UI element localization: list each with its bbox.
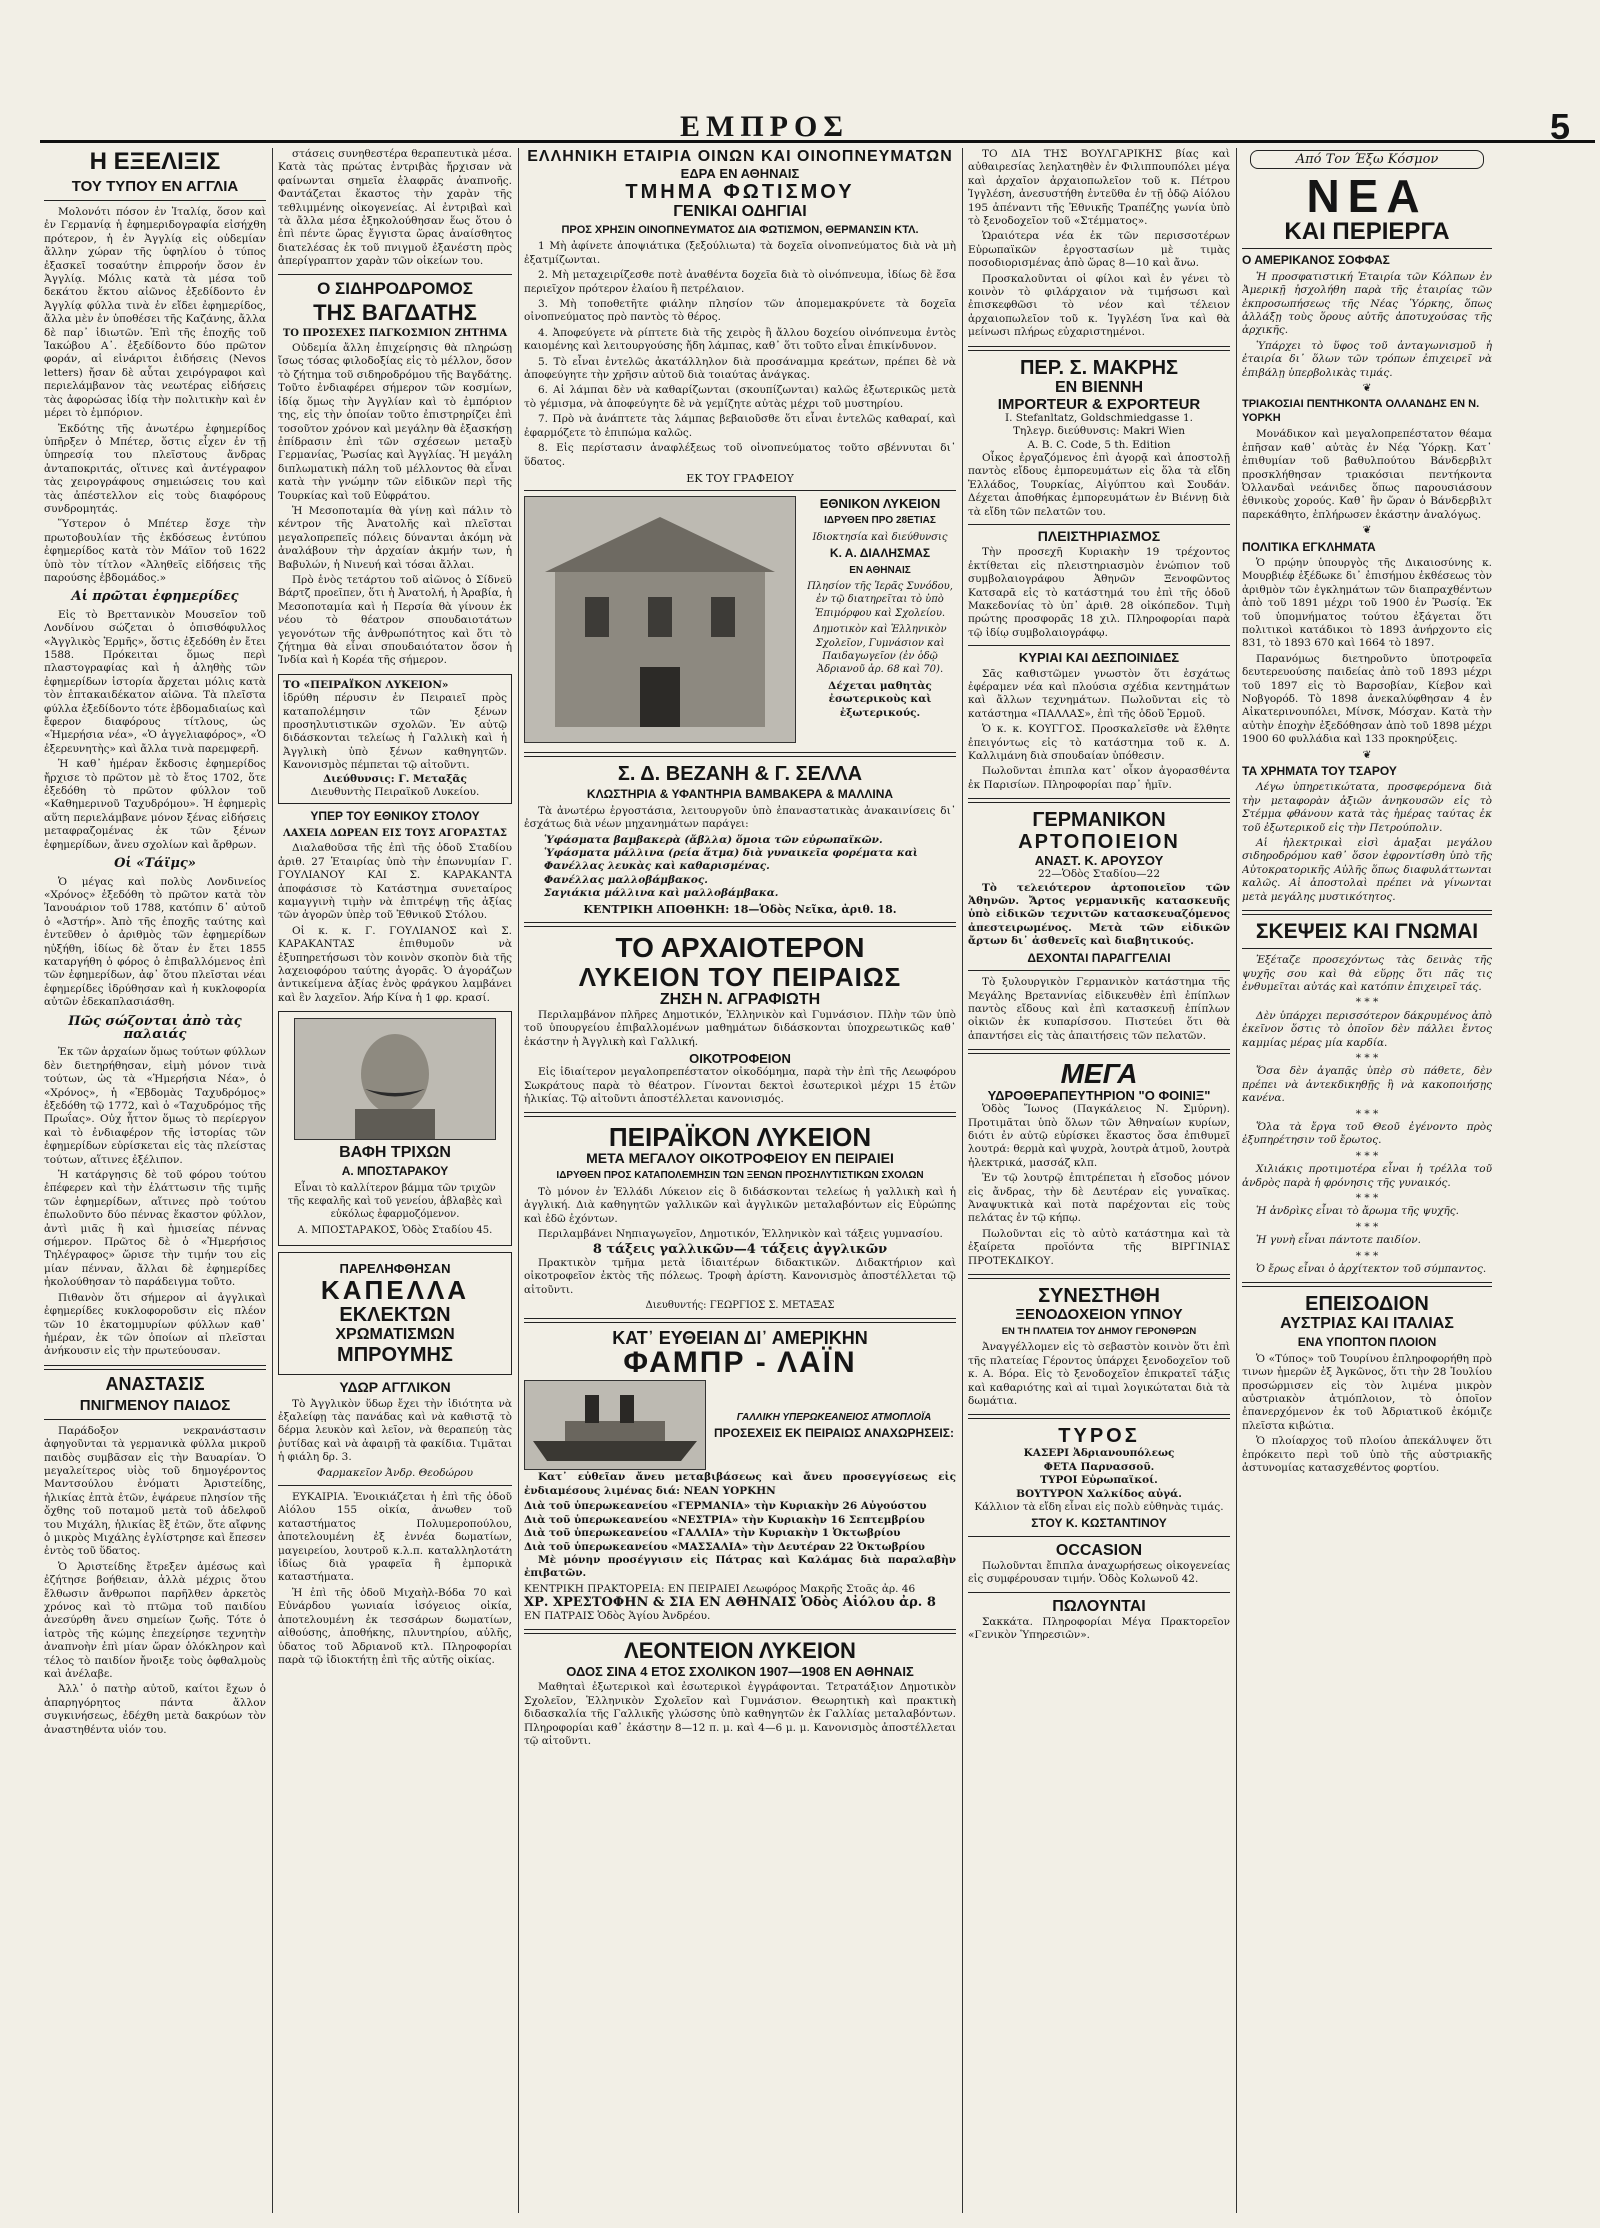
article-paragraph: Ὁ Ἀριστείδης ἔτρεξεν ἀμέσως καὶ ἐζήτησε βοήθειαν, ἀλλὰ μέχρις ὅτου ἔλθωσιν ἄνθρωποι παρῆλθεν ἀρκετὸς χρόνος καὶ τὸ πτῶμα τοῦ παιδίου ἀνεσύρθη ἄνευ σημείων ζωῆς. Τότε ὁ ἰατρὸς τῆς κώμης ἐπεχείρησε τεχνητὴν ἀναπνοὴν ἐπὶ μίαν ὥραν ὁλόκληρον καὶ τέλος τὸ παιδίον ἤνοιξε τοὺς ὀφθαλμοὺς καὶ ἀνέλαβε. (44, 1560, 266, 1681)
headline-vagdatis: ΤΗΣ ΒΑΓΔΑΤΗΣ (313, 299, 477, 325)
subhead-pnigmenou: ΠΝΙΓΜΕΝΟΥ ΠΑΙΔΟΣ (79, 1396, 231, 1414)
product-item: Φανέλλας λευκὰς καὶ καθαρισμένας. (544, 860, 770, 873)
ad-kapella (278, 1252, 512, 1375)
headline-mega: ΜΕΓΑ (1060, 1058, 1138, 1090)
subhead-laxeia: ΛΑΧΕΙΑ ΔΩΡΕΑΝ ΕΙΣ ΤΟΥΣ ΑΓΟΡΑΣΤΑΣ (283, 827, 507, 839)
article-paragraph: Ὡραιότερα νέα ἐκ τῶν περισσοτέρων Εὐρωπαϊκῶν ἐργοστασίων μὲ τιμὰς ποσοδιορισμένας ἀπὸ ὥρας 8—10 καὶ ἄνω. (968, 230, 1230, 270)
ad-vafi-name: Α. ΜΠΟΣΤΑΡΑΚΟΥ (341, 1164, 449, 1179)
headline-sidirodromos: Ο ΣΙΔΗΡΟΔΡΟΜΟΣ (317, 278, 473, 298)
article-paragraph: Οὐδεμία ἄλλη ἐπιχείρησις θὰ πληρώσῃ ἴσως τόσας φιλοδοξίας εἰς τὸ μέλλον, ὅσον τὸ ζήτημα τοῦ σιδηροδρόμου τῆς Βαγδάτης. Τοῦτο ἐνδιαφέρει σήμερον τῶν κοσμίων, ἰδίᾳ ὅμως τὴν Ἀγγλίαν καὶ τὸ ἐμπόριον της, εἰς τὴν ὁποίαν τοῦτο ἐπιστρηρίζει ἐπὶ τοσοῦτον χρόνον καὶ μεγάλην θὰ ἐξασκήσῃ ἐπίδρασιν ἐπὶ τῶν σχέσεων μεταξὺ Γερμανίας, Ῥωσίας καὶ Ἀγγλίας. Ἡ μεγάλη διπλωματικὴ πάλη τοῦ μέλλοντος θὰ εἶναι κατὰ τὴν γνώμην τῶν εἰδικῶν περὶ τῆς Τουρκίας καὶ τοῦ Εὐφράτου. (278, 342, 512, 502)
divider (968, 645, 1230, 646)
article-paragraph: Ὁ μέγας καὶ πολὺς Λονδινείος «Χρόνος» ἐξεδόθη τὸ πρῶτον κατὰ τὸν Ἰανουάριον τοῦ 1788, κατόπιν δ᾽ αὐτοῦ ὁ «Ἀστήρ». Ἀπὸ τῆς ἐποχῆς ταύτης καὶ ἐντεῦθεν ὁ ἀριθμὸς τῶν ἐφημερίδων ηὐξήθη, ἰδίως δὲ ὅταν ἐν ἔτει 1855 καταργήθη ὁ φόρος ὁ ἐπιβαλλόμενος ἐπὶ τῶν ἐφημερίδων, ἀφ᾽ ὅτου πλεῖσται νέαι ἐφημερίδες ἱδρύθησαν καὶ ἡ κυκλοφορία αὐτῶν ἐδεκαπλασιάσθη. (44, 875, 266, 1009)
divider (524, 490, 956, 491)
divider (968, 1592, 1230, 1593)
article-paragraph: Πρὸ ἑνὸς τετάρτου τοῦ αἰῶνος ὁ Σίδνεϋ Βάρτζ προεῖπεν, ὅτι ἡ Ἀνατολή, ἡ Ἀραβία, ἡ Μεσοποταμία καὶ ἡ Περσία θὰ γίνουν ἐκ νέου τὸ θέατρον σπουδαιοτάτων γεγονότων τῆς ἀνθρωπότητος καὶ ὅτι τὸ ζήτημα θὰ εἶναι σπουδαιότατον ὅσον ἡ Ἰνδία καὶ ἡ Κορέα τῆς σήμερον. (278, 573, 512, 667)
article-paragraph: Πωλοῦνται εἰς τὸ αὐτὸ κατάστημα καὶ τὰ ἐξαίρετα προϊόντα τῆς ΒΙΡΓΙΝΙΑΣ ΠΡΟΤΕΚΔΙΚΟΥ. (968, 1227, 1230, 1267)
article-paragraph: Τὰ ἀνωτέρω ἐργοστάσια, λειτουργοῦν ὑπὸ ἐπαναστατικὰς ἀνακαινίσεις δι᾽ ἐσχάτως διὰ νέων μηχανημάτων παράγει: (524, 804, 956, 831)
telegram-line: Τηλεγρ. διεύθυνσις: Makri Wien (1013, 425, 1185, 438)
article-paragraph: Μολονότι πόσον ἐν Ἰταλίᾳ, ὅσον καὶ ἐν Γερμανίᾳ ἡ ἐφημεριδογραφία εἰσήχθη πρότερον, ἡ ἐν Ἀγγλίᾳ εἰς οὐδεμίαν ἄλλην χώραν τῆς ὑφηλίου ὁ τύπος ἐξασκεῖ τοσαύτην ἐπιρροήν ὅσον ἐν Ἀγγλίᾳ. Μόλις κατὰ τὰ μέσα τοῦ δεκάτου ἕκτου αἰῶνος ἐξεδίδοντο ἐν Ἀγγλίᾳ φύλλα τινὰ ἐν εἴδει ἐφημερίδος, ἄλλα μὲν ἐν ὑποθέσει τῆς Καζάνης, ἄλλα δὲ παρ᾽ ἰδιωτῶν. Ἐπὶ τῆς ἐποχῆς τοῦ Ἰακώβου Α᾽. ἐξεδίδοντο δύο πρῶτον φοράν, αἱ εἰνάριτοι ἐιδήσεις (Nevos letters) ἤσαν δὲ αὗται χειρόγραφοι καὶ περιελάμβανον τὰς νεωτέρας εἰδήσεις τὰς ἀφορώσας ἰδίᾳ τὴν πολιτικὴν καὶ ἐν μέρει τὸ ἐμπόριον. (44, 206, 266, 420)
headline-nea: ΝΕΑ (1306, 170, 1428, 223)
article-paragraph: Ἡ Μεσοποταμία θὰ γίνῃ καὶ πάλιν τὸ κέντρον τῆς Ἀνατολῆς καὶ πλεῖσται μεγαλοπρεπεῖς πόλεις δύνανται ἀκόμη νὰ ἀναλάβουν τὴν ἀρχαίαν ἀκμήν των, ἡ Βαβυλών, ἡ Νινευή καὶ τόσαι ἄλλαι. (278, 504, 512, 571)
headline-fabre-line: ΦΑΜΠΡ - ΛΑΪΝ (623, 1346, 857, 1380)
article-paragraph: Τὴν προσεχῆ Κυριακὴν 19 τρέχοντος ἐκτίθεται εἰς πλειστηριασμὸν ἐνώπιον τοῦ συμβολαιογράφου Ἀθηνῶν Ξενοφῶντος Κατσαρᾶ εἰς τὸ κατάστημά του ἐπὶ τῆς ὁδοῦ Μακεδονίας τὸ ὑπ᾽ ἀριθ. 28 οἰκόπεδον. Τιμὴ πρώτης προσφορᾶς 18 χιλ. Πληροφορίαι παρὰ τῷ ἰδίῳ συμβολαιογράφῳ. (968, 546, 1230, 639)
ad-place: Διευθυντὴς Πειραϊκοῦ Λυκείου. (310, 786, 480, 799)
headline-epeisodion: ΕΠΕΙΣΟΔΙΟΝ (1305, 1293, 1429, 1316)
ship-illustration (524, 1380, 706, 1470)
cheese-item: ΒΟΥΤΥΡΟΝ Χαλκίδος αὐγά. (1016, 1487, 1182, 1500)
sailing-item: Διὰ τοῦ ὑπερωκεανείου «ΓΕΡΜΑΝΙΑ» τὴν Κυριακὴν 26 Αὐγούστου (524, 1500, 927, 1513)
article-paragraph: Ἡ καθ᾽ ἡμέραν ἔκδοσις ἐφημερίδος ἤρχισε τὸ πρῶτον μὲ τὸ ἔτος 1702, ὅτε ἐξεδόθη τὸ πρῶτον φύλλον τοῦ «Καθημερινοῦ Ταχυδρόμου». Ἡ ἐφημερὶς αὕτη περιελάμβανε μόνον ξένας εἰδήσεις μεταφραζομένας ἐκ τῶν ξένων ἐφημερίδων, ἄνευ σχολίων καὶ ἄρθρων. (44, 758, 266, 851)
school-building-icon (525, 497, 795, 742)
divider (1242, 910, 1492, 915)
cheese-item: ΦΕΤΑ Παρνασσοῦ. (1043, 1460, 1155, 1473)
divider (968, 970, 1230, 971)
ad-kapella-l5: ΜΠΡΟΥΜΗΣ (337, 1344, 453, 1367)
classified-paragraph: Ἡ ἐπὶ τῆς ὁδοῦ Μιχαὴλ-Βόδα 70 καὶ Εὐνάρδου γωνιαία ἰσόγειος οἰκία, ἀποτελουμένη ἐκ τεσσάρων δωματίων, αἰθούσης, ἀποθήκης, πλυντηρίου, αὐλῆς, ὑδατος τοῦ Ἀδριανοῦ κτλ. Πληροφορίαι παρὰ τῷ ἰδιοκτήτῃ ἐπὶ τῆς αὐτῆς οἰκίας. (278, 1586, 512, 1666)
from-office: ΕΚ ΤΟΥ ΓΡΑΦΕΙΟΥ (686, 471, 794, 485)
subhead-xrisin: ΠΡΟΣ ΧΡΗΣΙΝ ΟΙΝΟΠΝΕΥΜΑΤΟΣ ΔΙΑ ΦΩΤΙΣΜΟΝ, ΘΕΡΜΑΝΣΙΝ ΚΤΛ. (561, 224, 919, 236)
article-paragraph: Ἀλλ᾽ ὁ πατὴρ αὐτοῦ, καίτοι ἔχων ὁ ἀπαρηγόρητος πάντα ἄλλον συγκινήσεως, ἐδέχθη μετὰ δακρύων τὸν ἀναστηθέντα υἱόν του. (44, 1683, 266, 1736)
maxim: Ἡ γυνὴ εἶναι πάντοτε παιδίον. (1256, 1234, 1421, 1247)
article-paragraph: Πρακτικὸν τμῆμα μετὰ ἰδιαιτέρων διδακτικῶν. Διδακτήριον καὶ οἰκοτροφεῖον ἐκτὸς τῆς πόλεως. Τροφὴ ἀρίστη. Κανονισμὸς ἀποστέλλεται τῷ αἰτοῦντι. (524, 1256, 956, 1296)
article-paragraph: Παράδοξον νεκρανάστασιν ἀφηγοῦνται τὰ γερμανικὰ φύλλα μικροῦ παιδὸς συμβᾶσαν εἰς τὴν Βαυαρίαν. Ὁ μεγαλείτερος υἱὸς τοῦ δημογέροντος Μαντσούλου ἐνόματι Ἀριστείδης, ἡλικίας ἐπτὰ ἐτῶν, ἐψάρευε πλησίον τῆς ὄχθης τοῦ ποταμοῦ μετὰ τοῦ ἀδελφοῦ του Μιχάλη, ἡλικίας ἓξ ἐτῶν, ὅτε αἴφνης ὁ μικρὸς Μιχάλης ἐγλίστρησε καὶ ἔπεσεν ἐντὸς τοῦ ὕδατος. (44, 1424, 266, 1558)
ad-vafi-text: Εἶναι τὸ καλλίτερον βάμμα τῶν τριχῶν τῆς κεφαλῆς καὶ τοῦ γενείου, ἀβλαβὲς καὶ εὐκόλως ἐφαρμοζόμενον. (287, 1182, 503, 1221)
divider (968, 798, 1230, 803)
divider (44, 1419, 266, 1420)
article-paragraph: Ὑπάρχει τὸ ὕφος τοῦ ἀνταγωνισμοῦ ἡ ἐταιρία δι᾽ ὅλων τῶν τρόπων ἐπιχειρεῖ νὰ ἐπιβάλῃ ὑπερβολικὰς τιμάς. (1242, 339, 1492, 379)
column-rule (1236, 148, 1237, 2213)
subhead-typos: ΤΟΥ ΤΥΠΟΥ ΕΝ ΑΓΓΛΙΑ (71, 178, 239, 195)
headline-fotismou: ΤΜΗΜΑ ΦΩΤΙΣΜΟΥ (625, 181, 855, 203)
address-line: I. Stefanltatz, Goldschmiedgasse 1. (1004, 411, 1194, 424)
headline-stolou: ΥΠΕΡ ΤΟΥ ΕΘΝΙΚΟΥ ΣΤΟΛΟΥ (310, 809, 480, 824)
article-paragraph: Τὸ τελειότερον ἀρτοποιεῖον τῶν Ἀθηνῶν. Ἄρτος γερμανικῆς κατασκευῆς ὑπὸ εἰδικῶν τεχνιτῶν κατασκευαζόμενος ἀπεστειρωμένος. Μετὰ τῶν εἰδικῶν ἄρτων δι᾽ ἀσθενεῖς καὶ διαβητικούς. (968, 881, 1230, 948)
orders-line: ΔΕΧΟΝΤΑΙ ΠΑΡΑΓΓΕΛΙΑΙ (1027, 950, 1171, 965)
ad-ethnikon-l6: Πλησίον τῆς Ἱερᾶς Συνόδου, ἐν τῷ διατηρεῖται τὸ ὑπὸ Ἐπιμόρφου καὶ Σχολείου. (807, 580, 953, 619)
separator-stars: * * * (1355, 996, 1379, 1009)
pharmacy-name: Φαρμακεῖον Ἀνδρ. Θεοδώρου (317, 1466, 473, 1479)
rule-item: 7. Πρὸ νὰ ἀνάπτετε τὰς λάμπας βεβαιοῦσθε ὅτι εἶναι ἐντελῶς καθαραί, καὶ ἐφαρμόζετε τὸ ἐπιπώμα καλῶς. (524, 413, 956, 439)
subhead-oikotrofeiou: ΜΕΤΑ ΜΕΓΑΛΟΥ ΟΙΚΟΤΡΟΦΕΙΟΥ ΕΝ ΠΕΙΡΑΙΕΙ (586, 1150, 894, 1167)
divider (1242, 948, 1492, 949)
article-paragraph: Σᾶς καθιστῶμεν γνωστὸν ὅτι ἐσχάτως ἐφέραμεν νέα καὶ πλούσια σχέδια κεντημάτων καὶ ἄλλων τεχνημάτων. Πωλοῦνται εἰς τὸ κατάστημα «ΠΑΛΛΑΣ», ἐπὶ τῆς ὁδοῦ Ἑρμοῦ. (968, 667, 1230, 720)
ad-vafi-trixon (278, 1011, 512, 1246)
article-paragraph: ΤΟ ΔΙΑ ΤΗΣ ΒΟΥΛΓΑΡΙΚΗΣ βίας καὶ αὐθαιρεσίας λεηλατηθὲν ἐν Φιλιππουπόλει μέγα καὶ ἀρχαῖον ἀρχαιοπωλεῖον τοῦ κ. Πέτρου Ἰγγλέση, ἀνεσυστήθη ἐντεῦθα ἐν τῇ ὁδῷ Αἰόλου 195 ἀπέναντι τῆς Ἐθνικῆς Τραπέζης γωνία ὑπὸ τὸ ξενοδοχεῖον τοῦ «Στέμματος». (968, 148, 1230, 228)
ad-ethnikon-l1: ΕΘΝΙΚΟΝ ΛΥΚΕΙΟΝ (819, 496, 941, 512)
ad-kapella-l4: ΧΡΩΜΑΤΙΣΜΩΝ (335, 1326, 455, 1344)
article-paragraph: Ἐκ τῶν ἀρχαίων ὅμως τούτων φύλλων δὲν διετηρήθησαν, εἰμὴ μόνον τινὰ τούτων, ὡς τὰ «Ἡμερήσια Νέα», ὁ «Χρόνος», ἡ «Ἐβδομὰς Ταχυδρόμος» ἐξεδόθη τῷ 1772, καὶ ὁ «Ταχυδρόμος τῆς Πρωΐας». Οὐχ ἦττον ὅμως τὸ περίεργον καὶ τὸ ἐνδιαφέρον τῆς ἱστορίας τῶν ἐφημερίδων εὑρίσκεται εἰς τὰς πλείστας τούτων, αἵτινες ἐξέλιπον. (44, 1046, 266, 1166)
divider (524, 1112, 956, 1117)
article-paragraph: Ἐκδότης τῆς ἀνωτέρω ἐφημερίδος ὑπῆρξεν ὁ Μπέτερ, ὅστις εἶχεν ἐν τῇ ὑπηρεσίᾳ του πλεῖστους ἄνδρας ἀνταποκριτάς, οἵτινες καὶ ἀντέγραφον τὰς χειρογράφους σημειώσεις του καὶ τὰς ἀπέστελλον εἰς τοὺς διαφόρους συνδρομητάς. (44, 422, 266, 515)
divider (524, 922, 956, 927)
page-number: 5 (1549, 106, 1570, 147)
article-paragraph: Ὁ κ. κ. ΚΟΥΓΓΟΣ. Προσκαλεῖσθε νὰ ἔλθητε ἐπειγόντως εἰς τὸ κατάστημα τοῦ κ. Δ. Καλλιμάνη διὰ σπουδαίαν ὑπόθεσιν. (968, 723, 1230, 763)
ship-advert-text (712, 1408, 956, 1444)
subhead-politika: ΠΟΛΙΤΙΚΑ ΕΓΚΛΗΜΑΤΑ (1242, 539, 1376, 554)
article-paragraph: στάσεις συνηθεστέρα θεραπευτικὰ μέσα. Κατὰ τὰς πρώτας ἐντριβὰς ἤρχισαν νὰ φαίνωνται σημεῖα ἐλαφρᾶς ἀναπνοῆς. Φαντάζεται ἕκαστος τὴν χαρὰν τῆς τεθλιμμένης οἰκογενείας. Αἱ ἐντριβαὶ καὶ τὰ ἄλλα μέσα ἐξηκολούθησαν ἕως ὅτου ὁ ἐπὶ πέντε ὥρας ἔγγιστα ὥρας ἀναίσθητος διατελέσας ἐκ τοῦ πνιγμοῦ ἐξανέστη πρὸς ἀπερίγραπτον χαρὰν τῶν οἰκείων του. (278, 148, 512, 268)
article-paragraph: Πωλοῦνται ἔπιπλα ἀναχωρήσεως οἰκογενείας εἰς συμφέρουσαν τιμήν. Ὁδὸς Κολωνοῦ 42. (968, 1559, 1230, 1586)
maxim: Χιλιάκις προτιμοτέρα εἶναι ἡ τρέλλα τοῦ ἀνδρὸς παρὰ ἡ φρόνησις τῆς γυναικός. (1242, 1163, 1492, 1189)
classified-paragraph: ΕΥΚΑΙΡΙΑ. Ἐνοικιάζεται ἡ ἐπὶ τῆς ὁδοῦ Αἰόλου 155 οἰκία, ἀνωθεν τοῦ καταστήματος Πολυμεροπούλου, ἀποτελουμένη ἐξ ἐννέα δωματίων, μαγειρείου, λουτροῦ κ.λ.π. καταλληλοτάτη ἰδίως διὰ γραφεῖα ἢ ἐμπορικὰ καταστήματα. (278, 1491, 512, 1584)
cheese-note: Κάλλιον τὰ εἴδη εἶναι εἰς πολὺ εὐθηνὰς τιμάς. (974, 1501, 1224, 1514)
article-paragraph: Εἰς ἰδιαίτερον μεγαλοπρεπέστατον οἰκοδόμημα, παρὰ τὴν ἐπὶ τῆς Λεωφόρου Σωκράτους παρὰ τὸ θέατρον. Γίνονται δεκτοὶ ἐσωτερικοὶ μέχρι 15 ἐτῶν ἡλικίας. Τῷ αἰτοῦντι ἀποστέλλεται κανονισμός. (524, 1066, 956, 1105)
divider (278, 274, 512, 275)
headline-ydrotherapeutirion: ΥΔΡΟΘΕΡΑΠΕΥΤΗΡΙΟΝ "Ο ΦΟΙΝΙΞ" (987, 1088, 1211, 1104)
maxim: Ὅλα τὰ ἔργα τοῦ Θεοῦ ἐγένοντο πρὸς ἐξυπηρέτησιν τοῦ ἔρωτος. (1242, 1120, 1492, 1147)
section-subhead: Πῶς σώζονται ἀπὸ τὰς παλαιάς (68, 1013, 242, 1042)
headline-leonteion: ΛΕΟΝΤΕΙΟΝ ΛΥΚΕΙΟΝ (624, 1637, 856, 1663)
rule-item: 8. Εἰς περίστασιν ἀναφλέξεως τοῦ οἰνοπνεύματος τοῦτο σβέννυται δι᾽ ὕδατος. (524, 442, 956, 468)
article-paragraph: Περιλαμβάνον πλῆρες Δημοτικόν, Ἑλληνικὸν καὶ Γυμνάσιον. Πλὴν τῶν ὑπὸ τοῦ ὑπουργείου ἐπιβαλλομένων μαθημάτων διδάσκονται ὑποχρεωτικῶς καθ᾽ ἑκάστην ἡ Ἀγγλικὴ καὶ Γαλλική. (524, 1008, 956, 1048)
headline-lykeion-peiraios: ΛΥΚΕΙΟΝ ΤΟΥ ΠΕΙΡΑΙΩΣ (578, 961, 902, 992)
headline-amerikin: ΚΑΤ᾽ ΕΥΘΕΙΑΝ ΔΙ᾽ ΑΜΕΡΙΚΗΝ (612, 1328, 868, 1349)
article-paragraph: Οἶκος ἐργαζόμενος ἐπὶ ἀγορᾷ καὶ ἀποστολῇ παντὸς εἴδους ἐμπορευμάτων εἰς ὅλα τὰ εἴδη Ἑλλάδος, Τουρκίας, Αἰγύπτου καὶ Σουδάν. Δέχεται ἀποθήκας ἐμπορευμάτων ἐν Βιέννῃ διὰ τὰ εἴδη τῶν πελατῶν του. (968, 451, 1230, 518)
headline-agrafioti: ΖΗΣΗ Ν. ΑΓΡΑΦΙΩΤΗ (659, 990, 821, 1008)
maxim: Ὅσα δὲν ἀγαπᾷς ὑπὲρ σὺ πάθετε, δὲν πρέπει νὰ ἀντεκδικηθῇς ἢ νὰ κακοποιήσῃς κανένα. (1242, 1065, 1492, 1105)
maxim: Ἡ ἀνδρὶκς εἶναι τὸ ἄρωμα τῆς ψυχῆς. (1256, 1205, 1459, 1218)
headline-makris: ΠΕΡ. Σ. ΜΑΚΡΗΣ (1019, 356, 1179, 379)
ad-kapella-l2: ΚΑΠΕΛΛΑ (320, 1275, 470, 1306)
headline-vezani: Σ. Δ. ΒΕΖΑΝΗ & Γ. ΣΕΛΛΑ (617, 763, 863, 786)
article-paragraph: Ὁ «Τύπος» τοῦ Τουρίνου ἐπληροφορήθη πρὸ τινων ἡμερῶν ἐξ Ἀγκῶνος, ὅτι τὴν 28 Ἰουλίου προσώρμισεν εἰς τὸν λιμένα μικρὸν αὐστριακὸν ἀτμόπλοιον, τὸ ὁποῖον ἐπανερχόμενον ἐκ τοῦ Ἀδριατικοῦ ἐκόμιζε πλεῖστα κιβώτια. (1242, 1352, 1492, 1432)
rule-item: 1 Μὴ ἀφίνετε ἀποψιάτικα (ξεξούλιωτα) τὰ δοχεῖα οἰνοπνεύματος διὰ νὰ μὴ ἐξατμίζωνται. (524, 240, 956, 266)
product-list (524, 834, 956, 901)
article-paragraph: Αἱ ἠλεκτρικαὶ εἰσὶ ἀμαξαι μεγάλου σιδηροδρόμου καθ᾽ ὅσον ἐφροντίσθη ὑπὸ τῆς Αὐτοκρατορικῆς Αὐλῆς ὅπως διαφυλάττωνται καλῶς. Αἱ ἀποστολαὶ πρέπει νὰ γίνωνται μετὰ μεγάλης μυστικότητος. (1242, 837, 1492, 903)
column-5 (1242, 148, 1492, 2213)
separator-stars: * * * (1355, 1051, 1379, 1064)
divider (968, 1536, 1230, 1537)
column-4 (968, 148, 1230, 2213)
ad-ethnikon-l3: Ιδιοκτησία καὶ διεύθυνσις (812, 531, 948, 543)
ad-ethnikon-text (804, 496, 956, 746)
headline-importeur: IMPORTEUR & EXPORTEUR (997, 395, 1201, 413)
headline-edra: ΕΔΡΑ ΕΝ ΑΘΗΝΑΙΣ (680, 166, 800, 181)
headline-peiraikon-lykeion: ΠΕΙΡΑΪΚΟΝ ΛΥΚΕΙΟΝ (608, 1122, 872, 1153)
article-paragraph: Ὁ πρῴην ὑπουργὸς τῆς Δικαιοσύνης κ. Μουρβιέφ ἐξέδωκε δι᾽ ἐπισήμου ἐκθέσεως τὸν ἀριθμὸν τῶν ἐγκλημάτων τῶν διαπραχθέντων ἀπὸ τοῦ 1891 μέχρι τοῦ 1900 ἐν Ῥωσίᾳ. Ἐκ τοῦ ὑπομνήματος τούτου ἐξάγεται ὅτι πολιτικοὶ κατάδικοι τὸ 1893 ἀνήρχοντο εἰς 831, τὸ 1893 670 καὶ 1664 τὸ 1897. (1242, 556, 1492, 650)
departures-title: ΠΡΟΣΕΧΕΙΣ ΕΚ ΠΕΙΡΑΙΩΣ ΑΝΑΧΩΡΗΣΕΙΣ: (714, 1425, 954, 1440)
article-paragraph: Πωλοῦνται ἐπιπλα κατ᾽ οἶκον ἀγορασθέντα ἐκ Παρισίων. Πληροφορίαι παρ᾽ ἡμῖν. (968, 765, 1230, 791)
divider (524, 1318, 956, 1323)
ad-ethnikon-l7: Δημοτικὸν καὶ Ἑλληνικὸν Σχολεῖον, Γυμνάσιον καὶ Παιδαγωγεῖον (ἐν ὁδῷ Ἀδριανοῦ ἀρ. 68 καὶ 70). (813, 624, 947, 676)
headline-exelixis: Η ΕΞΕΛΙΞΙΣ (89, 148, 221, 175)
article-paragraph: Προσκαλοῦνται οἱ φίλοι καὶ ἐν γένει τὸ κοινὸν τὸ φιλάρχαιον νὰ τιμήσωσι καὶ ἐπισκεφθῶσι τὸ νέον καὶ τέλειον ἀρχαιοπωλεῖον τοῦ κ. Ἰγγλέση ἵνα καὶ θὰ μείνωσι πλήρως εὐχαριστημένοι. (968, 272, 1230, 339)
divider (968, 524, 1230, 525)
article-paragraph: Ὁδὸς Ἴωνος (Παγκάλειος Ν. Σμύρνη). Προτιμᾶται ὑπὸ ὅλων τῶν Ἀθηναίων κυρίων, διότι ἐν αὐτῷ εὑρίσκει ἕκαστος ὅσα ἐπιθυμεῖ λουτρά: θερμὰ καὶ ψυχρὰ, λουτρὰ ἀτμοῦ, λουτρὰ ἠλεκτρικά, μασσάζ κλπ. (968, 1103, 1230, 1169)
divider (44, 1365, 266, 1370)
ad-ethnikon-lykeion (524, 496, 956, 746)
ad-ethnikon-l4: Κ. Α. ΔΙΑΛΗΣΜΑΣ (829, 546, 931, 561)
ad-kapella-l1: ΠΑΡΕΛΗΦΘΗΣΑΝ (339, 1261, 451, 1277)
section-subhead: Αἱ πρῶται ἐφημερίδες (71, 589, 239, 605)
separator-stars: * * * (1355, 1149, 1379, 1162)
article-paragraph: Πιθανὸν ὅτι σήμερον αἱ ἀγγλικαὶ ἐφημερίδες κυκλοφοροῦσιν εἰς πλέον τῶν 10 ἑκατομμυρίων φύλλων καθ᾽ ἡμέραν, ἐκ τῶν ὁποίων αἱ πλεῖσται ἀνήκουσιν εἰς τὴν πρωτεύουσαν. (44, 1291, 266, 1358)
ornament: ❦ (1362, 524, 1372, 537)
article-paragraph: Εἰς τὸ Βρεττανικὸν Μουσεῖον τοῦ Λονδίνου σώζεται ὁ ὁπισθόφυλλος «Ἀγγλικὸς Ἑρμῆς», ὅστις ἐξεδόθη ἐν ἔτει 1588. Πρόκειται ὅμως περὶ πλαστογραφίας καὶ ἡ ἀληθὴς τῶν ἐφημερίδων ἱστορία ἄρχεται μόλις κατὰ τὸν ἑπτακαιδέκατον αἰῶνα. Τὰ πλεῖστα φύλλα ἐξεδίδοντο τότε ἑβδομαδιαίως καὶ ἔφερον διαφόρους τίτλους, ὡς «Ἡμερήσια νέα», «Ὁ ἀγγελιαφόρος», «Ὁ ἐξερευνητὴς» καὶ ἄλλα τινὰ παρεμφερῆ. (44, 608, 266, 755)
headline-tyros: ΤΥΡΟΣ (1058, 1425, 1140, 1448)
mustache-portrait-icon (295, 1019, 495, 1139)
maxim: Ἐξέταζε προσεχόντως τὰς δεινὰς τῆς ψυχῆς σου καὶ θὰ εὕρῃς ὅτι πᾶς τις ἐνθυμεῖται αὐτάς καὶ κατόπιν ἐπιχειρεῖ τάς. (1242, 954, 1492, 993)
article-paragraph: Ἐν τῷ λουτρῷ ἐπιτρέπεται ἡ εἴσοδος μόνον εἰς ἄνδρας, τὴν δὲ Δευτέραν εἰς γυναῖκας. Ἀναψυκτικὰ καὶ ποτὰ παρέχονται εἰς τοὺς πελάτας ἐν τῷ κήπῳ. (968, 1172, 1230, 1225)
ornament: ❦ (1362, 748, 1372, 761)
separator-stars: * * * (1355, 1192, 1379, 1204)
article-paragraph: Κατ᾽ εὐθεῖαν ἄνευ μεταβιβάσεως καὶ ἄνευ προσεγγίσεως εἰς ἐνδιαμέσους λιμένας διά: ΝΕΑΝ ΥΟΡΚΗΝ (524, 1471, 956, 1497)
headline-kyriai: ΚΥΡΙΑΙ ΚΑΙ ΔΕΣΠΟΙΝΙΔΕΣ (1018, 650, 1180, 666)
separator-stars: * * * (1355, 1249, 1379, 1262)
headline-etairia-oinon: ΕΛΛΗΝΙΚΗ ΕΤΑΙΡΙΑ ΟΙΝΩΝ ΚΑΙ ΟΙΝΟΠΝΕΥΜΑΤΩΝ (527, 148, 953, 165)
article-paragraph: Ὁ πλοίαρχος τοῦ πλοίου ἀπεκάλυψεν ὅτι ἐπρόκειτο περὶ τοῦ ὑπὸ τῆς αὐστριακῆς ἀστυνομίας κατασχεθέντος φορτίου. (1242, 1435, 1492, 1475)
subhead-tsarou: ΤΑ ΧΡΗΜΑΤΑ ΤΟΥ ΤΣΑΡΟΥ (1242, 764, 1397, 779)
ad-vafi-address: Α. ΜΠΟΣΤΑΡΑΚΟΣ, Ὁδὸς Σταδίου 45. (297, 1224, 493, 1236)
rule-item: 2. Μὴ μεταχειρίζεσθε ποτὲ ἀναθέντα δοχεῖα διὰ τὸ οἰνόπνευμα, ἰδίως δὲ ἔσα περιεῖχον πρότερον ἐλαίου ἢ πετρέλαιον. (524, 269, 956, 295)
headline-austrias: ΑΥΣΤΡΙΑΣ ΚΑΙ ΙΤΑΛΙΑΣ (1280, 1315, 1454, 1333)
section-subhead: Οἱ «Τάϊμς» (114, 856, 196, 872)
headline-ydor: ΥΔΩΡ ΑΓΓΛΙΚΟΝ (339, 1379, 451, 1396)
article-paragraph: Διαλαθοῦσα τῆς ἐπὶ τῆς ὁδοῦ Σταδίου ἀριθ. 27 Ἑταιρίας ὑπὸ τὴν ἐπωνυμίαν Γ. ΓΟΥΛΙΑΝΟΥ ΚΑΙ Σ. ΚΑΡΑΚΑΝΤΑ ἀποφάσισε τὸ Κατάστημα συνεταίρος καμαγγινὴ τιμὴν νὰ ἐπιτρέψῃ τῆς ἀξίας τῶν ἀγορῶν ὑπὲρ τοῦ Ἐθνικοῦ Στόλου. (278, 842, 512, 922)
steamship-icon (525, 1381, 705, 1469)
cheese-item: ΤΥΡΟΙ Εὐρωπαϊκοί. (1040, 1474, 1158, 1487)
divider (44, 200, 266, 201)
product-item: Φανέλλας μαλλοβάμβακος. (544, 873, 708, 886)
ornament: ❦ (1362, 382, 1372, 395)
rule-item: 5. Τὸ εἶναι ἐντελῶς ἀκατάλληλον διὰ προσάναμμα κρεάτων, πρέπει δὲ νὰ ἀποφεύγητε τὴν χρῆσιν αὐτοῦ διὰ τοιαύτας ἀνάγκας. (524, 355, 956, 382)
column-3 (524, 148, 956, 2213)
article-paragraph: Τὸ Ἀγγλικὸν ὕδωρ ἔχει τὴν ἰδιότητα νὰ ἐξαλείφῃ τὰς πανάδας καὶ νὰ καθιστᾷ τὸ δέρμα λευκὸν καὶ λεῖον, νὰ θεραπεύῃ τὰς ῥυτίδας καὶ νὰ ἀφαιρῇ τὰ φακίδια. Τιμᾶται ἡ φιάλη δρ. 3. (278, 1397, 512, 1464)
subhead-plateia: ΕΝ ΤΗ ΠΛΑΤΕΙΑ ΤΟΥ ΔΗΜΟΥ ΓΕΡΟΝΘΡΩΝ (1001, 1326, 1197, 1337)
sailing-item: Διὰ τοῦ ὑπερωκεανείου «ΓΑΛΛΙΑ» τὴν Κυριακὴν 1 Ὀκτωβρίου (524, 1527, 901, 1540)
headline-synestithi: ΣΥΝΕΣΤΗΘΗ (1038, 1285, 1160, 1307)
ship-advert-row (524, 1379, 956, 1471)
sailings-list (524, 1500, 956, 1554)
headline-germanikon: ΓΕΡΜΑΝΙΚΟΝ (1032, 809, 1166, 832)
maxim: Δὲν ὑπάρχει περισσότερον δάκρυμένος ἀπὸ ἐκεῖνον ὅστις τὸ ὁποῖον δὲν πάλλει ἔντος καμμίας μέρας μία καρδία. (1242, 1009, 1492, 1049)
article-paragraph: Λέγω ὑπηρετικώτατα, προσφερόμενα διὰ τὴν μεταφορὰν ἀξιῶν ἀνηκουσῶν εἰς τὸ Στέμμα φθάνουν κατὰ τὰς ἡμέρας ταύτας ἐκ τοῦ ἐξωτερικοῦ εἰς τὴν Πετρούπολιν. (1242, 781, 1492, 834)
company-line: ΓΑΛΛΙΚΗ ΥΠΕΡΩΚΕΑΝΕΙΟΣ ΑΤΜΟΠΛΟΪΑ (736, 1411, 932, 1423)
overline-exo-kosmon: Από Τον Έξω Κόσμον (1250, 150, 1484, 169)
rule-item: 6. Αἱ λάμπαι δὲν νὰ καθαρίζωνται (σκουπίζωνται) καλῶς ἐξωτερικῶς μετὰ τὸ γέμισμα, νὰ ἀποφεύγητε δὲ νὰ γεμίζητε αὐτὰς μέχρι τοῦ μυστηρίου. (524, 384, 956, 410)
product-item: Σαγιάκια μάλλινα καὶ μαλλοβάμβακα. (544, 887, 779, 900)
ad-ethnikon-l8: Δέχεται μαθητὰς ἐσωτερικοὺς καὶ ἐξωτερικούς. (828, 679, 932, 719)
street-line: 22—Ὁδὸς Σταδίου—22 (1037, 868, 1161, 881)
ad-signature: Διεύθυνσις: Γ. Μεταξᾶς (323, 772, 467, 785)
cheese-shop: ΣΤΟΥ Κ. ΚΩΣΤΑΝΤΙΝΟΥ (1031, 1516, 1167, 1531)
divider (524, 752, 956, 757)
subhead-idrythen: ΙΔΡΥΘΕΝ ΠΡΟΣ ΚΑΤΑΠΟΛΕΜΗΣΙΝ ΤΩΝ ΞΕΝΩΝ ΠΡΟΣΗΛΥΤΙΣΤΙΚΩΝ ΣΧΟΛΩΝ (556, 1170, 924, 1182)
ad-text: ἱδρύθη πέρυσιν ἐν Πειραιεῖ πρὸς καταπολέμησιν τῶν ξένων προσηλυτιστικῶν σχολῶν. Ἐν αὐτῷ διδάσκονται τελείως ἡ Γαλλικὴ καὶ ἡ Ἀγγλικὴ ὑπὸ ξένων καθηγητῶν. Κανονισμὸς πέμπεται τῷ αἰτοῦντι. (283, 692, 507, 772)
divider (1242, 1282, 1492, 1287)
portrait-illustration (294, 1018, 496, 1140)
headline-arxaioteron: ΤΟ ΑΡΧΑΙΟΤΕΡΟΝ (615, 931, 865, 963)
article-paragraph: Περιλαμβάνει Νηπιαγωγεῖον, Δημοτικόν, Ἑλληνικὸν καὶ τάξεις γυμνασίου. (538, 1228, 943, 1241)
building-illustration (524, 496, 796, 743)
headline-pleistiriasmos: ΠΛΕΙΣΤΗΡΙΑΣΜΟΣ (1037, 527, 1161, 544)
ad-ethnikon-l2: ΙΔΡΥΘΕΝ ΠΡΟ 28ΕΤΙΑΣ (824, 515, 936, 527)
ad-ethnikon-l5: ΕΝ ΑΘΗΝΑΙΣ (849, 564, 911, 576)
headline-artopoieion: ΑΡΤΟΠΟΙΕΙΟΝ (1018, 831, 1180, 854)
rule-item: 3. Μὴ τοποθετῆτε φιάλην πλησίον τῶν ἀπομεμακρύνετε τὰ δοχεῖα οἰνοπνεύματος πρὸ παντὸς τὸ θέρος. (524, 298, 956, 324)
headline-occasion: OCCASION (1055, 1541, 1143, 1559)
column-rule (518, 148, 519, 2213)
classes-line: 8 τάξεις γαλλικῶν—4 τάξεις ἀγγλικῶν (592, 1242, 888, 1258)
column-2 (278, 148, 512, 2213)
newspaper-title: ΕΜΠΡΟΣ (680, 110, 849, 143)
masthead (40, 106, 1595, 147)
subhead-sofas: Ο ΑΜΕΡΙΚΑΝΟΣ ΣΟΦΦΑΣ (1242, 253, 1390, 268)
article-paragraph: Μονάδικον καὶ μεγαλοπρεπέστατον θέαμα ἐπῆσαν καθ᾽ αὐτὰς ἐν Νέᾳ Ὑόρκῃ. Κατ᾽ ἐπιθυμίαν τοῦ βαθυλπούτου Βάνδερβιλτ προσκλήθησαν τριακόσιαι πεντήκοντα Ὀλλανδαὶ νεάνιδες ὅπως παρουσιάσουν ἐθνικοὺς χορούς. Καθ᾽ ἣν ὥραν ὁ Βάνδερβιλτ παρεκάθητο, ἐπλήρωσεν ἑκάστην ἀναλόγως. (1242, 428, 1492, 521)
divider (968, 1414, 1230, 1419)
headline-periergia: ΚΑΙ ΠΕΡΙΕΡΓΑ (1284, 218, 1450, 246)
sailing-item: Διὰ τοῦ ὑπερωκεανείου «ΝΕΣΤΡΙΑ» τὴν Κυριακὴν 16 Σεπτεμβρίου (524, 1513, 925, 1526)
agency-line: ΚΕΝΤΡΙΚΗ ΠΡΑΚΤΟΡΕΙΑ: ΕΝ ΠΕΙΡΑΙΕΙ Λεωφόρος Μακρῆς Στοᾶς ἀρ. 46 (524, 1582, 916, 1595)
ad-vafi-title: ΒΑΦΗ ΤΡΙΧΩΝ (339, 1144, 451, 1162)
divider (524, 1629, 956, 1634)
article-paragraph: Μαθηταὶ ἐξωτερικοὶ καὶ ἐσωτερικοὶ ἐγγράφονται. Τετρατάξιον Δημοτικὸν Σχολεῖον, Ἑλληνικὸν Σχολεῖον καὶ Γυμνάσιον. Θεωρητικὴ καὶ πρακτικὴ διδασκαλία τῆς Γαλλικῆς γλώσσης ὑπὸ καθηγητῶν ἐκ Γαλλίας μεταλαβόντων. Πληροφορίαι καθ᾽ ἑκάστην 8—12 π. μ. καὶ 4—6 μ. μ. Κανονισμὸς ἀποστέλλεται τῷ αἰτοῦντι. (524, 1681, 956, 1747)
headline-xenodoxeion: ΞΕΝΟΔΟΧΕΙΟΝ ΥΠΝΟΥ (1015, 1306, 1183, 1323)
column-rule (962, 148, 963, 2213)
article-paragraph: Τὸ μόνον ἐν Ἑλλάδι Λύκειον εἰς ὃ διδάσκονται τελείως ἡ γαλλικὴ καὶ ἡ ἀγγλική. Διὰ καθηγητῶν γαλλικῶν καὶ ἀγγλικῶν μεταλαβόντων εἰς Εὐρώπης καὶ ἐδῶ ἐχόντων. (524, 1185, 956, 1225)
headline-skepseis: ΣΚΕΨΕΙΣ ΚΑΙ ΓΝΩΜΑΙ (1255, 920, 1479, 944)
separator-stars: * * * (1355, 1220, 1379, 1233)
product-item: Ὑφάσματα μάλλινα (ρεία ἄτμα) διὰ γυναικεῖα φορέματα καὶ (544, 846, 918, 859)
headline-odigiai: ΓΕΝΙΚΑΙ ΟΔΗΓΙΑΙ (673, 203, 807, 220)
subhead-ploion: ΕΝΑ ΥΠΟΠΤΟΝ ΠΛΟΙΟΝ (1297, 1335, 1437, 1350)
central-store: ΚΕΝΤΡΙΚΗ ΑΠΟΘΗΚΗ: 18—Ὁδὸς Νεῖκα, ἀριθ. 18. (583, 902, 897, 916)
article-paragraph: Ὕστερον ὁ Μπέτερ ἔσχε τὴν πρωτοβουλίαν τῆς ἐκδόσεως ἐντύπου ἐφημερίδος κατὰ τὸν Μάϊον τοῦ 1622 ὑπὸ τὸν τίτλον «Ἀληθεῖς εἰδήσεις τῆς παρούσης ἑβδομάδος.» (44, 518, 266, 584)
agency-line: ΕΝ ΠΑΤΡΑΙΣ Ὁδὸς Ἁγίου Ἀνδρέου. (524, 1609, 711, 1622)
ad-kapella-l3: ΕΚΛΕΚΤΩΝ (339, 1304, 451, 1327)
divider (968, 1049, 1230, 1054)
separator-stars: * * * (1355, 1107, 1379, 1120)
article-paragraph: Σακκάτα. Πληροφορίαι Μέγα Πρακτορεῖον «Γενικὸν Ὑπηρεσιῶν». (968, 1615, 1230, 1642)
article-paragraph: Τὸ ξυλουργικὸν Γερμανικὸν κατάστημα τῆς Μεγάλης Βρεταννίας εἰδικευθὲν ἐπὶ ἐπίπλων παντὸς εἴδους καὶ ἐπὶ κατασκευῇ ἐπίπλων οἰκιῶν ἐκ κυπαρίσσου. Πιστεύει ὅτι θὰ ἀπαντήσει εἰς τὰς ἀπαιτήσεις τῶν πελατῶν. (968, 976, 1230, 1042)
headline-polountai: ΠΩΛΟΥΝΤΑΙ (1052, 1597, 1146, 1615)
code-line: A. B. C. Code, 5 th. Edition (1027, 438, 1171, 451)
director-line: Διευθυντής: ΓΕΩΡΓΙΟΣ Σ. ΜΕΤΑΞΑΣ (645, 1300, 835, 1312)
sailing-item: Διὰ τοῦ ὑπερωκεανείου «ΜΑΣΣΑΛΙΑ» τὴν Δευτέραν 22 Ὀκτωβρίου (524, 1540, 925, 1553)
rule-item: 4. Ἀποφεύγετε νὰ ρίπτετε διὰ τῆς χειρὸς ἢ ἄλλου δοχείου οἰνόπνευμα ἐντὸς καιομένης καὶ λειτουργούσης ἤδη λάμπας, καθ᾽ ὅτι τοῦτο εἶναι ἐπικίνδυνον. (524, 326, 956, 353)
headline-anastasis: ΑΝΑΣΤΑΣΙΣ (105, 1373, 205, 1394)
cheese-item: ΚΑΣΕΡΙ Ἀδριανουπόλεως (1023, 1447, 1175, 1460)
subhead-ollandis: ΤΡΙΑΚΟΣΙΑΙ ΠΕΝΤΗΚΟΝΤΑ ΟΛΛΑΝΔΗΣ ΕΝ Ν. ΥΟΡΚΗ (1242, 398, 1480, 424)
article-paragraph: Μὲ μόνην προσέγγισιν εἰς Πάτρας καὶ Καλάμας διὰ παραλαβὴν ἐπιβατῶν. (524, 1553, 956, 1580)
subhead-sina: ΟΔΟΣ ΣΙΝΑ 4 ΕΤΟΣ ΣΧΟΛΙΚΟΝ 1907—1908 ΕΝ ΑΘΗΝΑΙΣ (566, 1663, 914, 1679)
article-paragraph: Ἀναγγέλλομεν εἰς τὸ σεβαστὸν κοινὸν ὅτι ἐπὶ τῆς πλατείας Γέροντος ὑπάρχει ξενοδοχεῖον τοῦ κ. Α. Βόρα. Εἰς τὸ ξενοδοχεῖον ἐπικρατεῖ τάξις καὶ καθαριότης καὶ αἱ τιμαὶ λογικώταται διὰ τὰ δωμάτια. (968, 1341, 1230, 1408)
agency-line: ΧΡ. ΧΡΕΣΤΟΦΗΝ & ΣΙΑ ΕΝ ΑΘΗΝΑΙΣ Ὁδὸς Αἰόλου ἀρ. 8 (524, 1595, 936, 1611)
column-rule (272, 148, 273, 2213)
divider (968, 346, 1230, 351)
subhead-zitima: ΤΟ ΠΡΟΣΕΧΕΣ ΠΑΓΚΟΣΜΙΟΝ ΖΗΤΗΜΑ (282, 327, 508, 339)
article-paragraph: Οἱ κ. κ. Γ. ΓΟΥΛΙΑΝΟΣ καὶ Σ. ΚΑΡΑΚΑΝΤΑΣ ἐπιθυμοῦν νὰ ἐξυπηρετήσωσι τὸν κοινὸν σκοπὸν διὰ τῆς λαχειοφόρου ταύτης ἀγορᾶς. Ὁ ἀγοράζων ἀντικείμενα ἀξίας ἑνὸς φράγκου λαμβάνει καὶ ἓν λαχεῖον. Ἀήρ Κίνα ἡ 1 φρ. κρασί. (278, 924, 512, 1004)
ad-peiraikon-lykeion (278, 674, 512, 805)
article-paragraph: Ἡ κατάργησις δὲ τοῦ φόρου τούτου ἐπέφερεν καὶ τὴν ἐλάττωσιν τῆς τιμῆς τῶν ἐφημερίδων, αἵτινες πρὸ τούτου ἐπωλοῦντο δύο πέννας ἕκαστον φύλλον, ἀντὶ μιᾶς ἢ καὶ ἡμισείας πέννας σήμερον. Πρῶτος δὲ ὁ «Ἡμερήσιος Τηλέγραφος» ὥρισε τὴν τιμήν του εἰς μίαν πένναν, ἄλλαι δὲ ἐφημερίδες ἠκολούθησαν τὸ παράδειγμα τοῦτο. (44, 1169, 266, 1289)
agencies (524, 1583, 956, 1623)
maxim: Ὁ ἔρως εἶναι ὁ ἀρχίτεκτον τοῦ σύμπαντος. (1256, 1263, 1487, 1276)
headline-vienni: ΕΝ ΒΙΕΝΝΗ (1054, 378, 1143, 396)
subhead-klostiria: ΚΛΩΣΤΗΡΙΑ & ΥΦΑΝΤΗΡΙΑ ΒΑΜΒΑΚΕΡΑ & ΜΑΛΛΙΝΑ (586, 787, 894, 802)
headline-arousou: ΑΝΑΣΤ. Κ. ΑΡΟΥΣΟΥ (1034, 853, 1164, 869)
article-paragraph: Ἡ προσφατιστική Ἑταιρία τῶν Κόλπων ἐν Ἀμερικῇ ἠσχολήθη παρὰ τῆς ἐταιρίας τῶν ἐκπροσωπήσεως τῆς Νέας Ὑόρκης, ὅπως ἀλλάξῃ τοὺς ὅρους αὐτῆς ἀποτυχούσας τῆς ἀρχικῆς. (1242, 270, 1492, 337)
article-paragraph: Παρανόμως διετηροῦντο ὑποτροφεῖα δευτερευούσης παιδείας ἀπὸ τοῦ 1893 μέχρι τοῦ 1897 εἰς τὸ Βαρσοβίαν, Κίεβον καὶ Νοβγορόδ. Τὸ 1898 ἀνεκαλύφθησαν 4 ἐν Αἰκατερινουπόλει, Μίνσκ, Μόσχαν. Κατὰ τὴν αὐτὴν ἐποχὴν ἐξεδόθησαν ἀπὸ τοῦ 1898 μέχρι 1900 60 φυλλάδια καὶ 133 προκηρύξεις. (1242, 652, 1492, 746)
divider (968, 1274, 1230, 1279)
product-item: Ὑφάσματα βαμβακερὰ (ἄβλλα) ὅμοια τῶν εὐρωπαϊκῶν. (544, 833, 883, 846)
divider (1242, 248, 1492, 249)
column-1 (44, 148, 266, 2213)
divider (278, 1485, 512, 1486)
ad-title: ΤΟ «ΠΕΙΡΑΪΚΟΝ ΛΥΚΕΙΟΝ» (283, 678, 449, 691)
subhead-oikotrofeion: ΟΙΚΟΤΡΟΦΕΙΟΝ (689, 1051, 791, 1067)
